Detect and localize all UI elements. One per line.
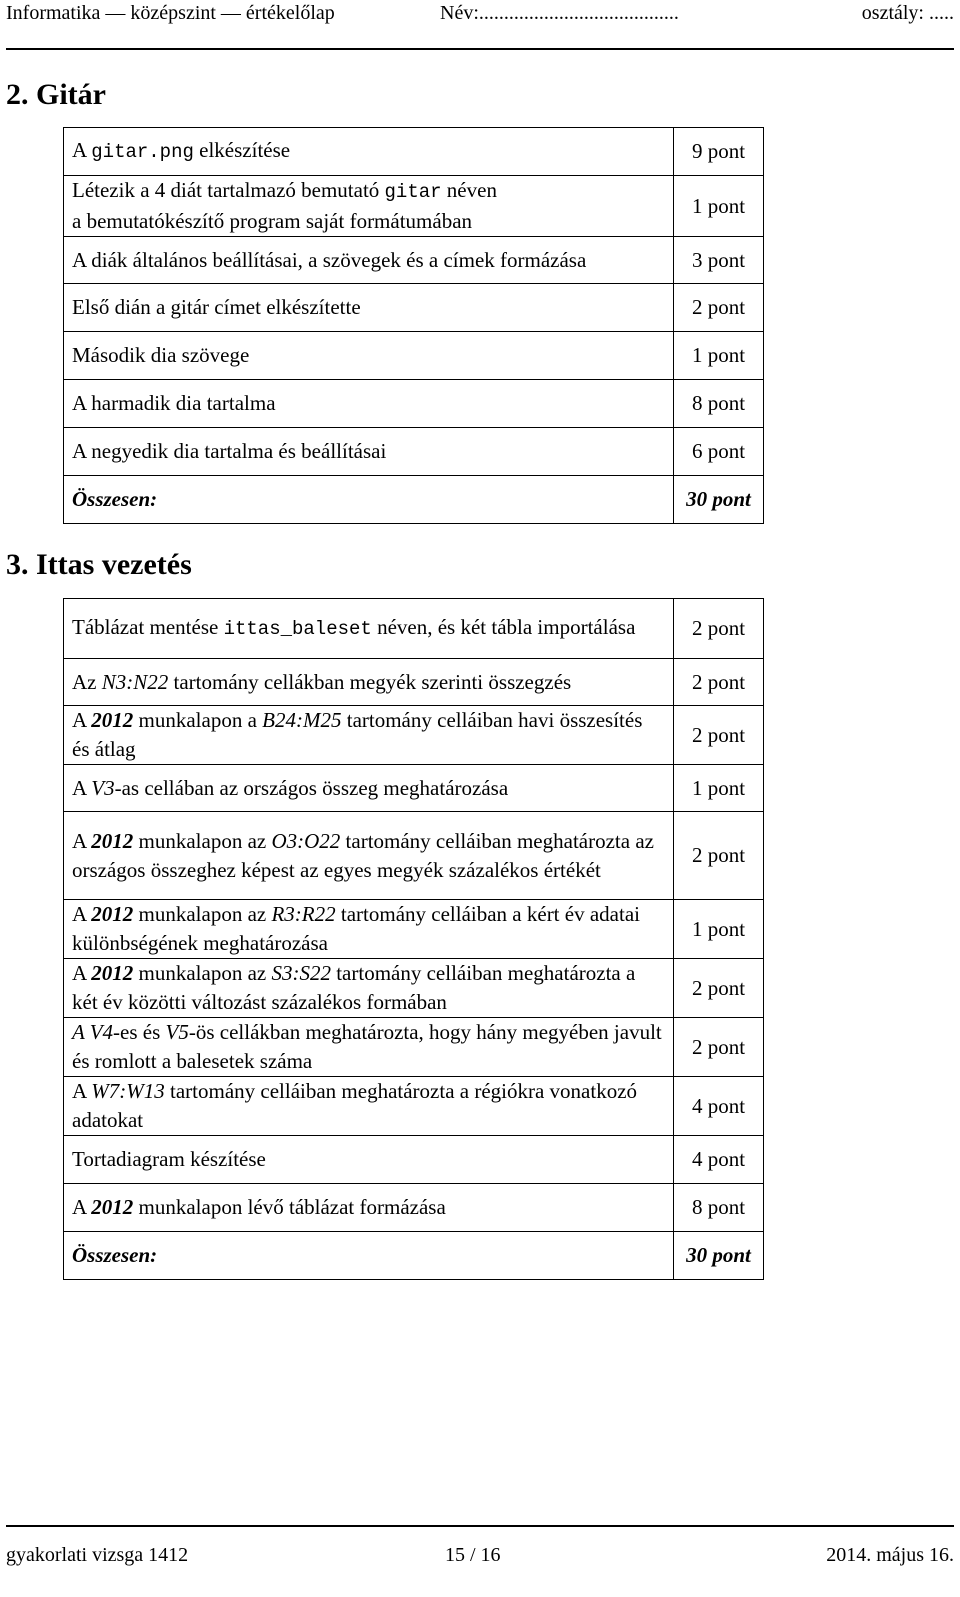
footer-page-number: 15 / 16 — [445, 1544, 501, 1566]
section-title-gitar: 2. Gitár — [6, 78, 106, 111]
criterion-cell: A negyedik dia tartalma és beállításai — [64, 428, 674, 476]
criterion-cell: Létezik a 4 diát tartalmazó bemutató gitar néven a bemutatókészítő program saját formátumában — [64, 176, 674, 237]
points-cell: 4 pont — [674, 1077, 764, 1136]
header-subject: Informatika — középszint — értékelőlap — [6, 2, 335, 24]
points-cell: 6 pont — [674, 428, 764, 476]
points-cell: 4 pont — [674, 1136, 764, 1184]
total-label: Összesen: — [64, 1232, 674, 1280]
footer-exam-code: gyakorlati vizsga 1412 — [6, 1544, 189, 1566]
criterion-cell: A 2012 munkalapon a B24:M25 tartomány celláiban havi összesítés és átlag — [64, 706, 674, 765]
total-label: Összesen: — [64, 476, 674, 524]
points-cell: 8 pont — [674, 1184, 764, 1232]
points-cell: 2 pont — [674, 284, 764, 332]
points-cell: 1 pont — [674, 176, 764, 237]
section-title-ittas-vezetes: 3. Ittas vezetés — [6, 548, 192, 581]
criterion-cell: A 2012 munkalapon az O3:O22 tartomány celláiban meghatározta az országos összeghez képest az egyes megyék százalékos értékét — [64, 812, 674, 900]
criterion-cell: Második dia szövege — [64, 332, 674, 380]
criterion-cell: A 2012 munkalapon az S3:S22 tartomány celláiban meghatározta a két év közötti változást százalékos formában — [64, 959, 674, 1018]
points-cell: 2 pont — [674, 706, 764, 765]
criterion-cell: Tortadiagram készítése — [64, 1136, 674, 1184]
total-points: 30 pont — [674, 476, 764, 524]
points-cell: 9 pont — [674, 128, 764, 176]
criterion-cell: A 2012 munkalapon az R3:R22 tartomány celláiban a kért év adatai különbségének meghatározása — [64, 900, 674, 959]
criterion-cell: Táblázat mentése ittas_baleset néven, és két tábla importálása — [64, 599, 674, 659]
points-cell: 2 pont — [674, 599, 764, 659]
criterion-cell: A V3-as cellában az országos összeg meghatározása — [64, 765, 674, 812]
points-cell: 2 pont — [674, 812, 764, 900]
points-cell: 1 pont — [674, 900, 764, 959]
page-header — [6, 0, 954, 50]
total-points: 30 pont — [674, 1232, 764, 1280]
header-name-field: Név:........................................ — [440, 2, 679, 24]
points-cell: 2 pont — [674, 959, 764, 1018]
points-cell: 1 pont — [674, 765, 764, 812]
page-footer — [6, 1525, 954, 1587]
criterion-cell: Az N3:N22 tartomány cellákban megyék szerinti összegzés — [64, 659, 674, 706]
header-class-field: osztály: ..... — [861, 2, 954, 24]
table-row — [64, 128, 898, 176]
points-cell: 8 pont — [674, 380, 764, 428]
points-cell: 3 pont — [674, 237, 764, 284]
criterion-cell: A V4-es és V5-ös cellákban meghatározta, hogy hány megyében javult és romlott a balesetek száma — [64, 1018, 674, 1077]
criterion-cell: Első dián a gitár címet elkészítette — [64, 284, 674, 332]
criterion-cell: A gitar.png elkészítése — [64, 128, 674, 176]
criterion-cell: A W7:W13 tartomány celláiban meghatározta a régiókra vonatkozó adatokat — [64, 1077, 674, 1136]
score-table-ittas-vezetes — [63, 598, 897, 1280]
points-cell: 2 pont — [674, 1018, 764, 1077]
criterion-cell: A diák általános beállításai, a szövegek és a címek formázása — [64, 237, 674, 284]
score-table-gitar — [63, 127, 897, 524]
points-cell: 1 pont — [674, 332, 764, 380]
criterion-cell: A harmadik dia tartalma — [64, 380, 674, 428]
points-cell: 2 pont — [674, 659, 764, 706]
footer-date: 2014. május 16. — [826, 1544, 954, 1566]
table-row — [64, 599, 898, 659]
criterion-cell: A 2012 munkalapon lévő táblázat formázása — [64, 1184, 674, 1232]
